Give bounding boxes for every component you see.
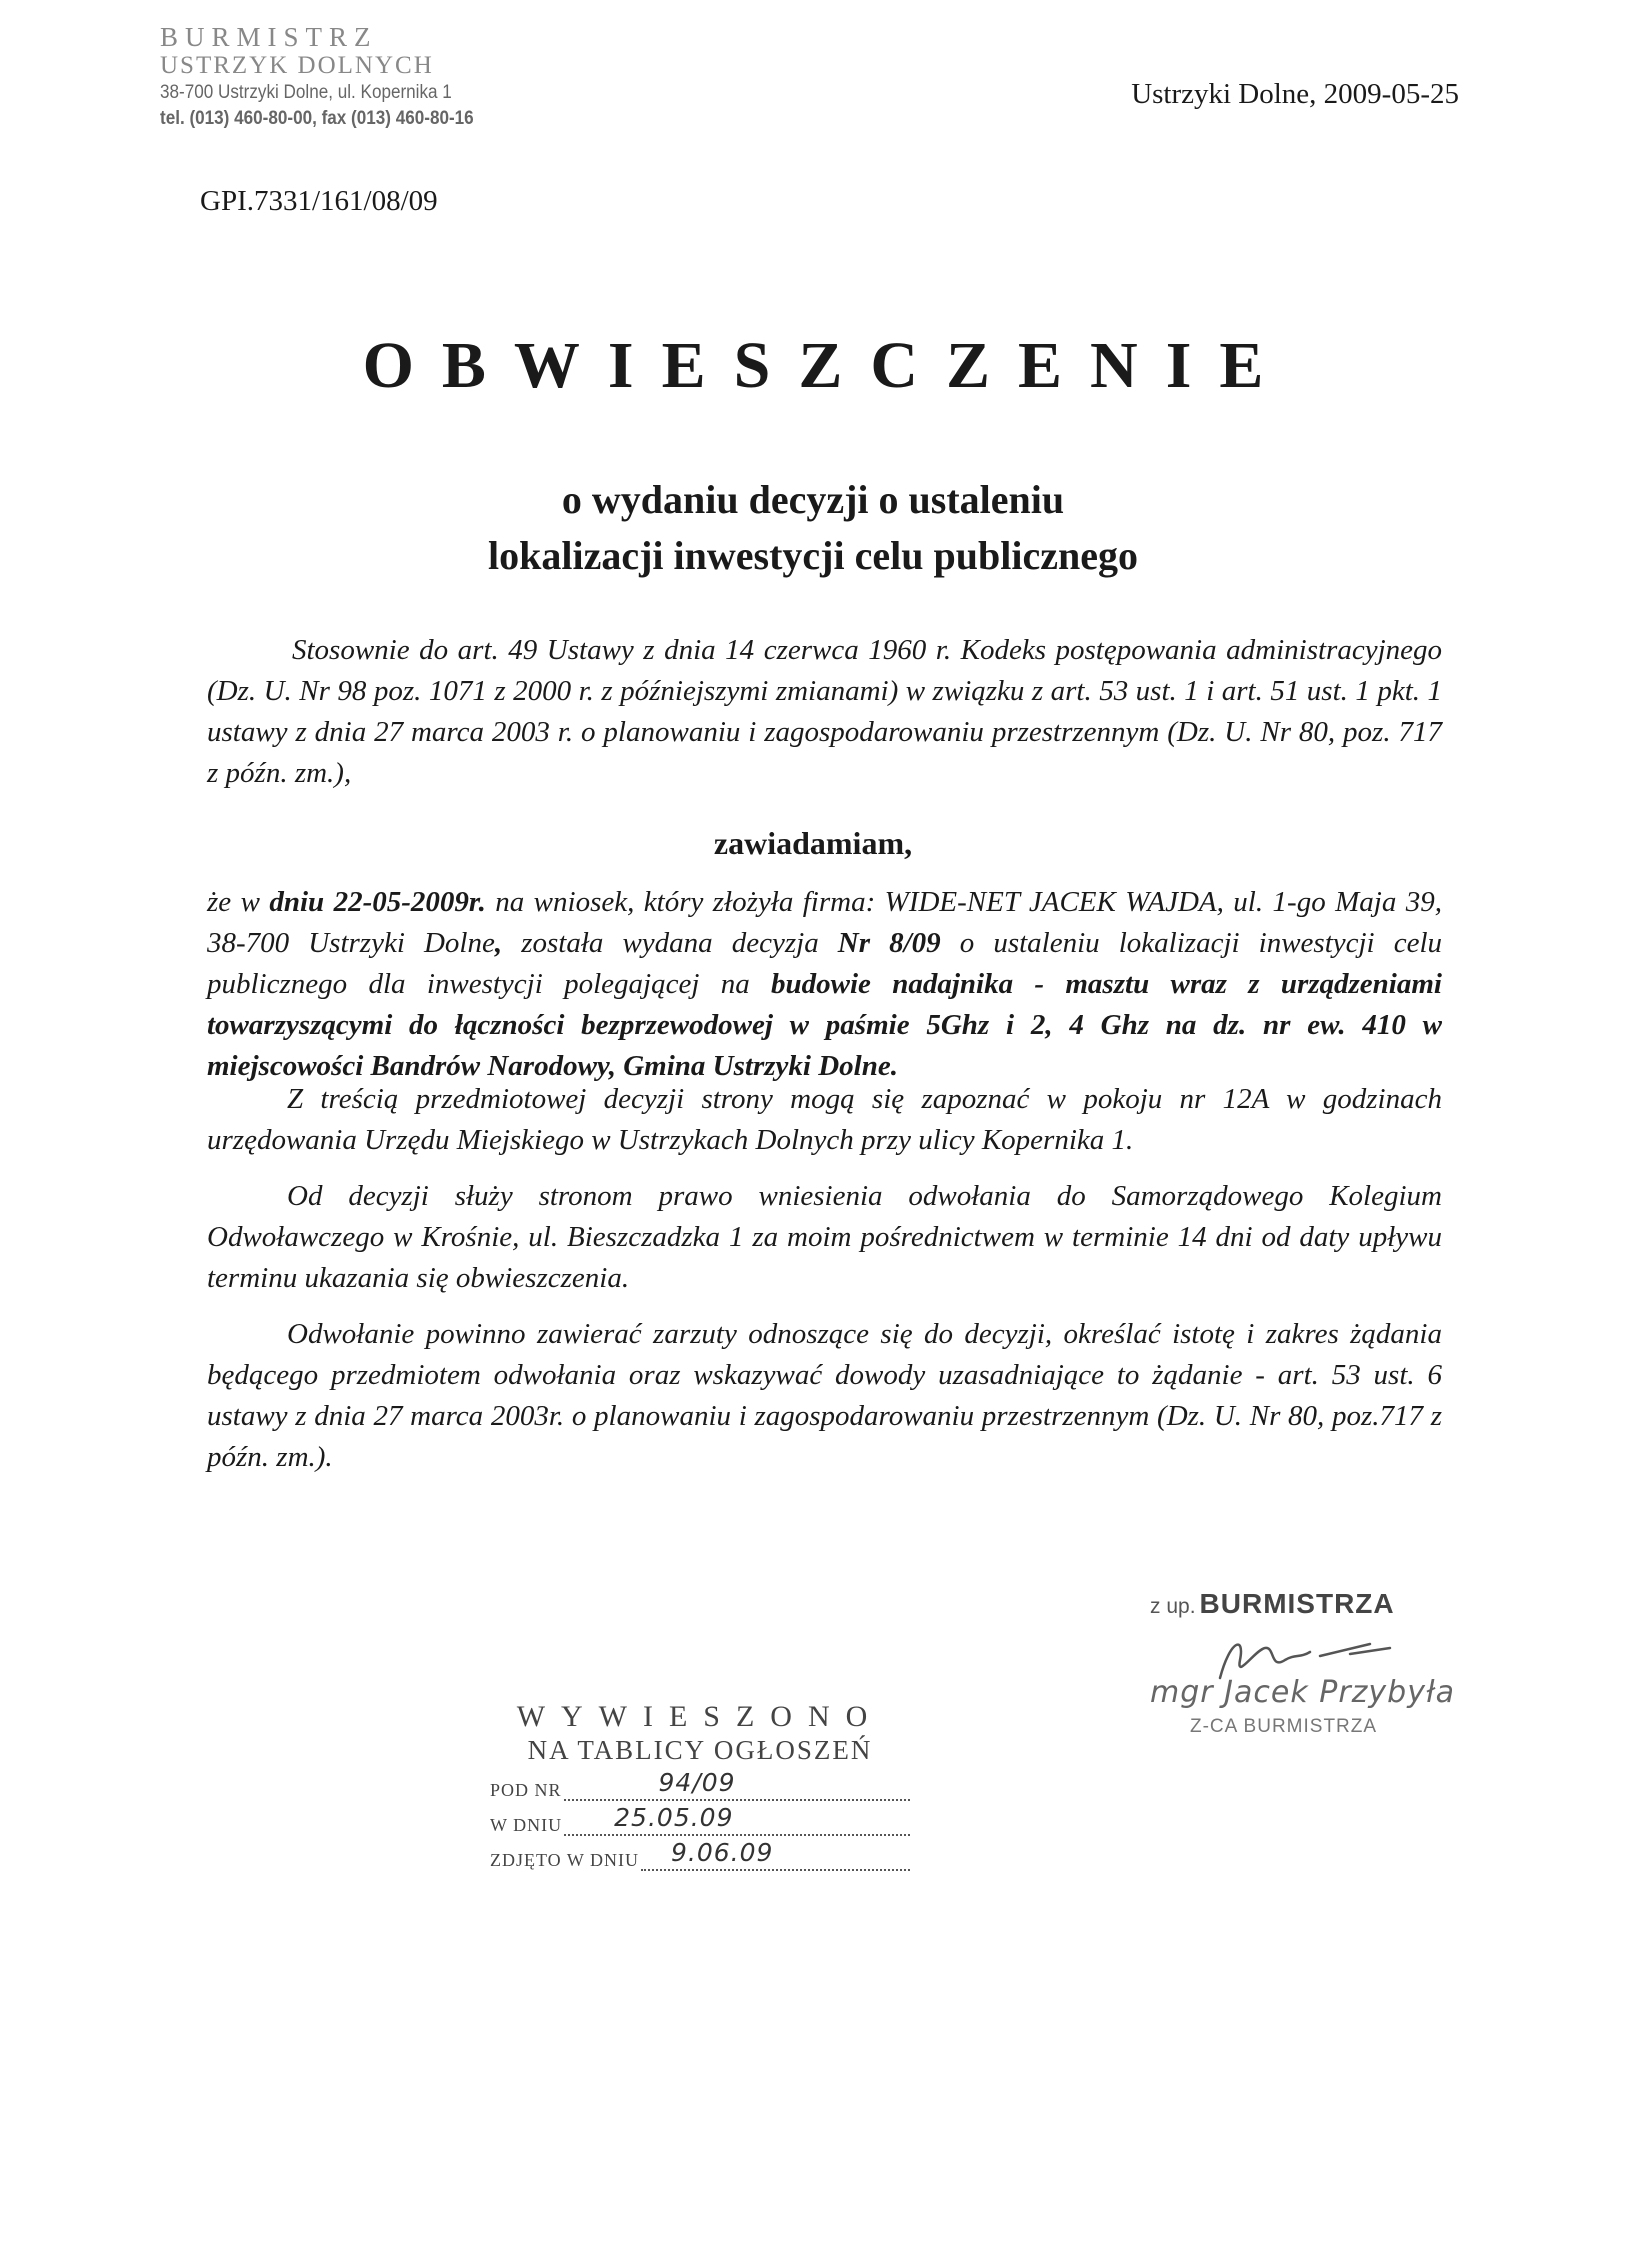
decision-number: Nr 8/09 bbox=[837, 927, 941, 959]
decision-text-3: została wydana decyzja bbox=[502, 927, 838, 959]
announcement-verb: zawiadamiam, bbox=[713, 825, 913, 861]
letterhead-office: BURMISTRZ bbox=[160, 22, 378, 52]
signature-header bbox=[1150, 1588, 1470, 1620]
decision-text-2: na wniosek, który złożyła firma: WIDE-NET JACEK WAJDA, ul. 1-go Maja 39, 38-700 Ustrzyki Dolne bbox=[207, 886, 1442, 959]
paragraph-legal-basis-text: Stosownie do art. 49 Ustawy z dnia 14 czerwca 1960 r. Kodeks postępowania administracyjnego (Dz. U. Nr 98 poz. 1071 z 2000 r. z późniejszymi zmianami) w związku z art. 53 ust. 1 i art. 51 ust. 1 pkt. 1 ustawy z dnia 27 marca 2003 r. o planowaniu i zagospodarowaniu przestrzennym (Dz. U. Nr 80, poz. 717 z późn. zm.), bbox=[207, 634, 1442, 789]
posting-line-2: NA TABLICY OGŁOSZEŃ bbox=[527, 1735, 873, 1765]
signatory-name: mgr Jacek Przybyła bbox=[1150, 1675, 1455, 1710]
decision-date: dniu 22-05-2009r. bbox=[269, 886, 486, 918]
decision-text-1: że w bbox=[207, 886, 270, 918]
paragraph-decision bbox=[207, 882, 1442, 1087]
posting-stamp bbox=[490, 1700, 910, 1871]
page-title: OBWIESZCZENIE bbox=[362, 329, 1292, 402]
document-date: Ustrzyki Dolne, 2009-05-25 bbox=[1131, 78, 1459, 110]
signature-burmistrza: BURMISTRZA bbox=[1199, 1588, 1395, 1619]
paragraph-access: Z treścią przedmiotowej decyzji strony mogą się zapoznać w pokoju nr 12A w godzinach urzędowania Urzędu Miejskiego w Ustrzykach Dolnych przy ulicy Kopernika 1. bbox=[207, 1083, 1442, 1156]
decision-investment: budowie nadajnika - masztu wraz z urządzeniami towarzyszącymi do łączności bezprzewodowej w paśmie 5Ghz i 2, 4 Ghz na dz. nr ew. 410 w miejscowości Bandrów Narodowy, Gmina Ustrzyki Dolne. bbox=[207, 968, 1442, 1082]
decision-text-4: o ustaleniu lokalizacji inwestycji celu publicznego dla inwestycji polegającej na bbox=[207, 927, 1442, 1000]
signatory-title: Z-CA BURMISTRZA bbox=[1190, 1716, 1378, 1737]
paragraph-appeal-content: Odwołanie powinno zawierać zarzuty odnoszące się do decyzji, określać istotę i zakres żądania będącego przedmiotem odwołania oraz wskazywać dowody uzasadniające to żądanie - art. 53 ust. 6 ustawy z dnia 27 marca 2003r. o planowaniu i zagospodarowaniu przestrzennym (Dz. U. Nr 80, poz.717 z późn. zm.). bbox=[207, 1318, 1442, 1473]
posting-date-row bbox=[490, 1803, 910, 1836]
posting-date-label: W DNIU bbox=[490, 1815, 563, 1835]
removal-date-row bbox=[490, 1838, 910, 1871]
paragraph-legal-basis bbox=[207, 630, 1442, 794]
removal-date-value: 9.06.09 bbox=[671, 1838, 774, 1867]
signature-zup: z up. bbox=[1150, 1595, 1196, 1618]
subtitle-line-1: o wydaniu decyzji o ustaleniu bbox=[561, 477, 1065, 522]
posting-date-value: 25.05.09 bbox=[614, 1803, 734, 1832]
subtitle-line-2: lokalizacji inwestycji celu publicznego bbox=[488, 533, 1138, 578]
letterhead-phone: tel. (013) 460-80-00, fax (013) 460-80-16 bbox=[160, 108, 474, 129]
removal-date-label: ZDJĘTO W DNIU bbox=[490, 1850, 639, 1870]
posting-number-value: 94/09 bbox=[658, 1768, 736, 1797]
paragraph-appeal-right: Od decyzji służy stronom prawo wniesienia odwołania do Samorządowego Kolegium Odwoławczego w Krośnie, ul. Bieszczadzka 1 za moim pośrednictwem w terminie 14 dni od daty upływu terminu ukazania się obwieszczenia. bbox=[207, 1180, 1442, 1294]
letterhead-address: 38-700 Ustrzyki Dolne, ul. Kopernika 1 bbox=[160, 82, 452, 103]
letterhead-stamp bbox=[160, 22, 580, 132]
reference-number: GPI.7331/161/08/09 bbox=[200, 185, 438, 217]
subtitle bbox=[0, 472, 1626, 584]
posting-line-1: WYWIESZONO bbox=[516, 1700, 884, 1733]
posting-number-row bbox=[490, 1768, 910, 1801]
decision-comma: , bbox=[494, 927, 503, 959]
posting-number-label: POD NR bbox=[490, 1780, 562, 1800]
letterhead-town: USTRZYK DOLNYCH bbox=[160, 52, 434, 79]
